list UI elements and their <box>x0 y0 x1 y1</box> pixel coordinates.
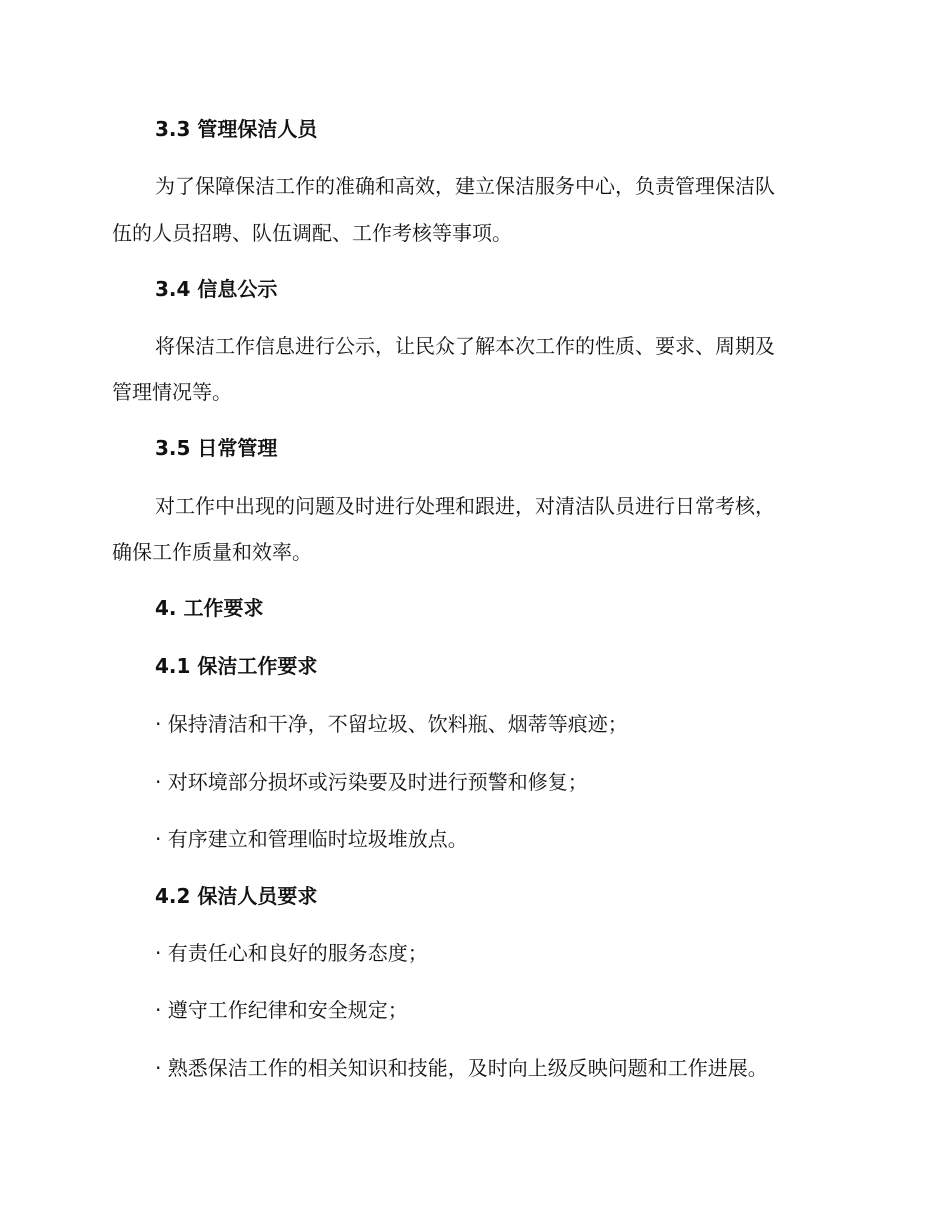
paragraph-line: 伍的人员招聘、队伍调配、工作考核等事项。 <box>112 221 512 245</box>
section-heading-3-5: 3.5 日常管理 <box>155 436 278 460</box>
paragraph-line: 管理情况等。 <box>112 380 232 404</box>
list-item: · 有责任心和良好的服务态度； <box>155 941 428 965</box>
section-heading-3-4: 3.4 信息公示 <box>155 277 278 301</box>
list-item: · 熟悉保洁工作的相关知识和技能，及时向上级反映问题和工作进展。 <box>155 1056 768 1080</box>
list-item: · 遵守工作纪律和安全规定； <box>155 998 408 1022</box>
paragraph-line: 对工作中出现的问题及时进行处理和跟进，对清洁队员进行日常考核， <box>155 494 775 518</box>
paragraph-line: 确保工作质量和效率。 <box>112 540 312 564</box>
paragraph-line: 为了保障保洁工作的准确和高效，建立保洁服务中心，负责管理保洁队 <box>155 174 775 198</box>
list-item: · 对环境部分损坏或污染要及时进行预警和修复； <box>155 770 588 794</box>
section-heading-3-3: 3.3 管理保洁人员 <box>155 117 318 141</box>
list-item: · 保持清洁和干净，不留垃圾、饮料瓶、烟蒂等痕迹； <box>155 712 628 736</box>
section-heading-4: 4. 工作要求 <box>155 596 264 620</box>
list-item: · 有序建立和管理临时垃圾堆放点。 <box>155 827 468 851</box>
section-heading-4-1: 4.1 保洁工作要求 <box>155 654 318 678</box>
section-heading-4-2: 4.2 保洁人员要求 <box>155 884 318 908</box>
paragraph-line: 将保洁工作信息进行公示，让民众了解本次工作的性质、要求、周期及 <box>155 334 775 358</box>
